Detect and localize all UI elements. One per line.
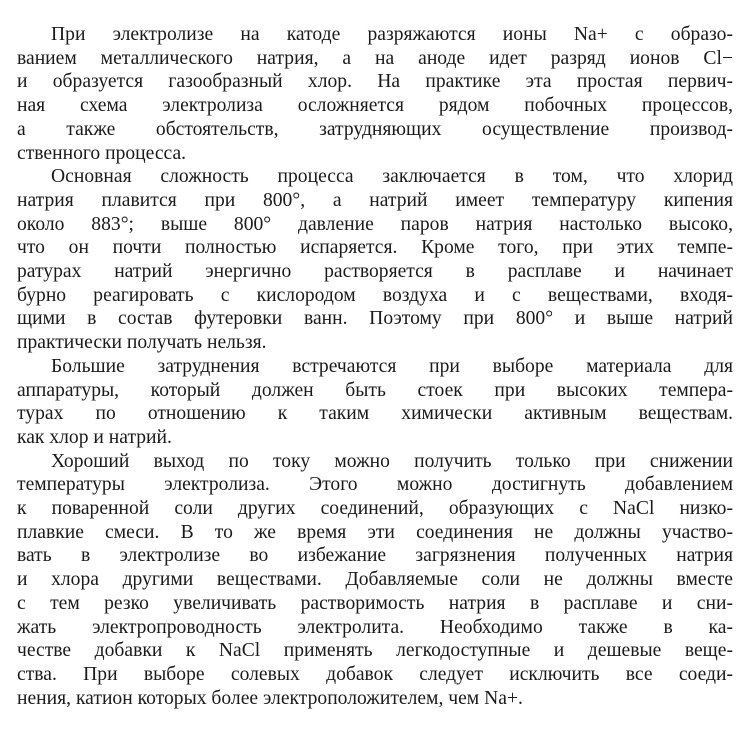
paragraph-1 [17,23,733,165]
text-line: практически получать нельзя. [17,332,267,354]
text-line: аппаратуры, который должен быть стоек при высоких темпера- [17,379,733,401]
text-line: к поваренной соли других соединений, образующих с NaCl низко- [17,498,733,520]
paragraph-4 [17,450,733,711]
text-line: честве добавки к NaCl применять легкодоступные и дешевые веще- [17,640,733,662]
text-line: вать в электролизе во избежание загрязнения полученных натрия [17,545,733,567]
text-line: щими в состав футеровки ванн. Поэтому при 800° и выше натрий [17,308,733,330]
text-line: турах по отношению к таким химически активным веществам. [17,403,733,425]
text-line: и хлора другими веществами. Добавляемые соли не должны вместе [17,569,733,591]
text-line: ства. При выборе солевых добавок следует исключить все соеди- [17,663,733,685]
text-line: ратурах натрий энергично растворяется в расплаве и начинает [17,261,733,283]
text-line: бурно реагировать с кислородом воздуха и с веществами, входя- [17,284,733,306]
text-line: а также обстоятельств, затрудняющих осуществление производ- [17,118,733,140]
text-line: как хлор и натрий. [17,426,172,448]
text-line: При электролизе на катоде разряжаются ионы Na+ с образо- [51,24,733,45]
text-line: ванием металлического натрия, а на аноде идет разряд ионов Cl− [17,47,733,69]
text-line: жать электропроводность электролита. Необходимо также в ка- [17,616,733,638]
text-line: и образуется газообразный хлор. На практике эта простая первич- [17,71,733,93]
text-line: нения, катион которых более электроположителем, чем Na+. [17,687,523,709]
paragraph-3 [17,355,733,450]
text-line: ственного процесса. [17,142,187,164]
text-line: Большие затруднения встречаются при выборе материала для [51,355,733,377]
text-line: что он почти полностью испаряется. Кроме того, при этих темпе- [17,237,733,259]
paragraph-2 [17,165,733,355]
text-line: Хороший выход по току можно получить только при снижении [51,450,733,472]
text-line: температуры электролиза. Этого можно достигнуть добавлением [17,474,733,496]
text-line: плавкие смеси. В то же время эти соединения не должны участво- [17,521,733,543]
text-line: натрия плавится при 800°, а натрий имеет температуру кипения [17,189,733,211]
text-line: Основная сложность процесса заключается в том, что хлорид [51,166,733,188]
text-line: с тем резко увеличивать растворимость натрия в расплаве и сни- [17,592,733,614]
text-line: около 883°; выше 800° давление паров натрия настолько высоко, [17,213,733,235]
text-line: ная схема электролиза осложняется рядом побочных процессов, [17,95,733,117]
